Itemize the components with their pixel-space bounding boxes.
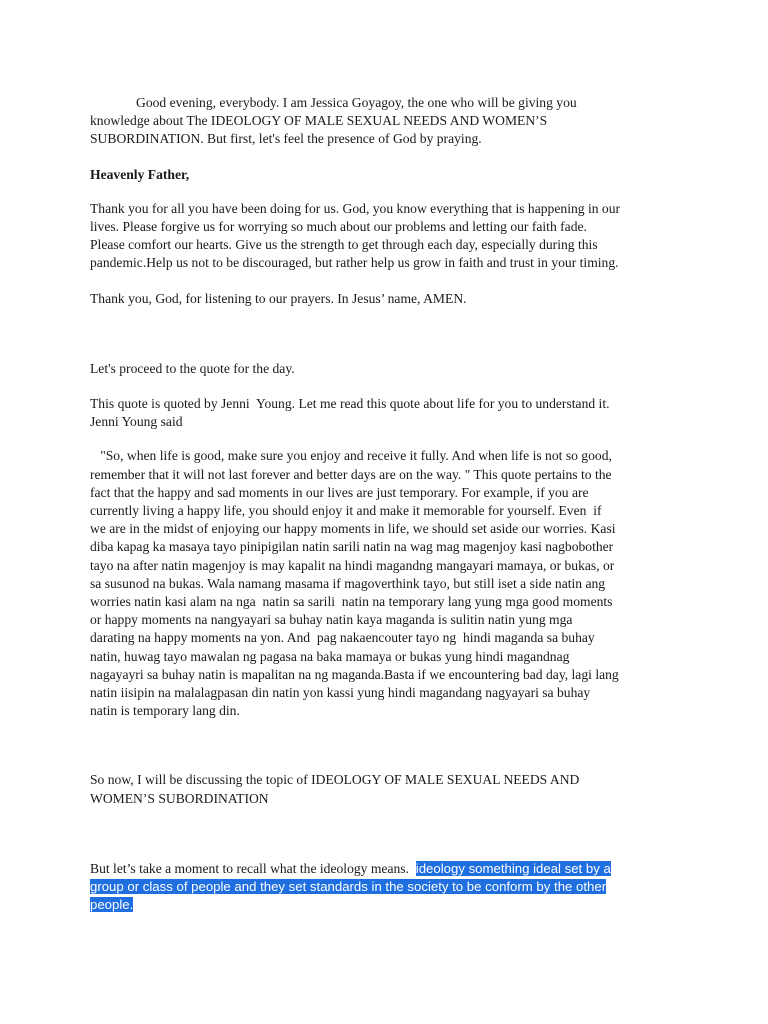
prayer-line: pandemic.Help us not to be discouraged, but rather help us grow in faith and trust in your timing.: [90, 255, 619, 271]
quote-line: we are in the midst of enjoying our happy moments in life, we should set aside our worries. Kasi: [90, 521, 616, 537]
quote-line: or happy moments na nangyayari sa buhay natin kaya maganda is sulitin natin yung mga: [90, 612, 573, 628]
prayer-paragraph: [90, 200, 680, 273]
topic-line: So now, I will be discussing the topic of IDEOLOGY OF MALE SEXUAL NEEDS AND: [90, 772, 580, 788]
quote-line: tayo na after natin magenjoy is may kapalit na hindi magandng mangayari mamaya, or bukas, or: [90, 557, 615, 573]
intro-paragraph: [90, 94, 680, 149]
intro-line: SUBORDINATION. But first, let's feel the presence of God by praying.: [90, 131, 482, 147]
quote-body: [90, 447, 680, 720]
recall-paragraph[interactable]: [90, 860, 680, 915]
prayer-line: Please comfort our hearts. Give us the strength to get through each day, especially during this: [90, 237, 598, 253]
quote-line: nagayayri sa buhay natin is mapalitan na ng maganda.Basta if we encountering bad day, lagi lang: [90, 666, 619, 682]
selected-text[interactable]: people.: [90, 897, 134, 913]
quote-intro: [90, 395, 680, 431]
selected-text[interactable]: ideology something ideal set by a: [415, 860, 611, 876]
prayer-line: Thank you for all you have been doing for us. God, you know everything that is happening in our: [90, 200, 621, 216]
quote-line: darating na happy moments na yon. And pag nakaencouter tayo ng hindi maganda sa buhay: [90, 630, 595, 646]
topic-line: WOMEN’S SUBORDINATION: [90, 790, 269, 806]
prayer-line: lives. Please forgive us for worrying so much about our problems and letting our faith fade.: [90, 219, 587, 235]
recall-line: [90, 860, 680, 878]
recall-prefix: But let’s take a moment to recall what the ideology means.: [90, 860, 416, 876]
intro-line: knowledge about The IDEOLOGY OF MALE SEXUAL NEEDS AND WOMEN’S: [90, 113, 548, 129]
prayer-close: Thank you, God, for listening to our prayers. In Jesus’ name, AMEN.: [90, 290, 467, 306]
selected-text[interactable]: group or class of people and they set standards in the society to be conform by the other: [90, 879, 607, 895]
quote-line: remember that it will not last forever and better days are on the way. " This quote pertains to the: [90, 466, 612, 482]
intro-line: Good evening, everybody. I am Jessica Goyagoy, the one who will be giving you: [136, 95, 577, 110]
quote-line: "So, when life is good, make sure you enjoy and receive it fully. And when life is not so good,: [90, 448, 612, 464]
proceed-text: Let's proceed to the quote for the day.: [90, 360, 295, 376]
topic-paragraph: [90, 771, 680, 807]
prayer-heading: Heavenly Father,: [90, 166, 190, 182]
quote-line: natin, huwag tayo mawalan ng pagasa na baka mamaya or bukas yung hindi magandnag: [90, 648, 570, 664]
quote-intro-line: Jenni Young said: [90, 414, 183, 430]
quote-line: fact that the happy and sad moments in our lives are just temporary. For example, if you are: [90, 484, 589, 500]
quote-line: natin is temporary lang din.: [90, 703, 240, 719]
quote-line: currently living a happy life, you should enjoy it and make it memorable for yourself. Even if: [90, 503, 602, 519]
document-page: [90, 94, 680, 915]
quote-line: natin iisipin na malalagpasan din natin yon kassi yung hindi magandang nagyayari sa buhay: [90, 685, 591, 701]
quote-line: worries natin kasi alam na nga natin sa sarili natin na temporary lang yung mga good moments: [90, 594, 613, 610]
quote-line: diba kapag ka masaya tayo pinipigilan natin sarili natin na wag mag magenjoy kasi nagbobother: [90, 539, 614, 555]
quote-intro-line: This quote is quoted by Jenni Young. Let me read this quote about life for you to understand it.: [90, 396, 610, 412]
quote-line: sa susunod na bukas. Wala namang masama if magoverthink tayo, but still iset a side natin ang: [90, 575, 606, 591]
recall-line: [90, 878, 680, 896]
recall-line: [90, 896, 680, 914]
